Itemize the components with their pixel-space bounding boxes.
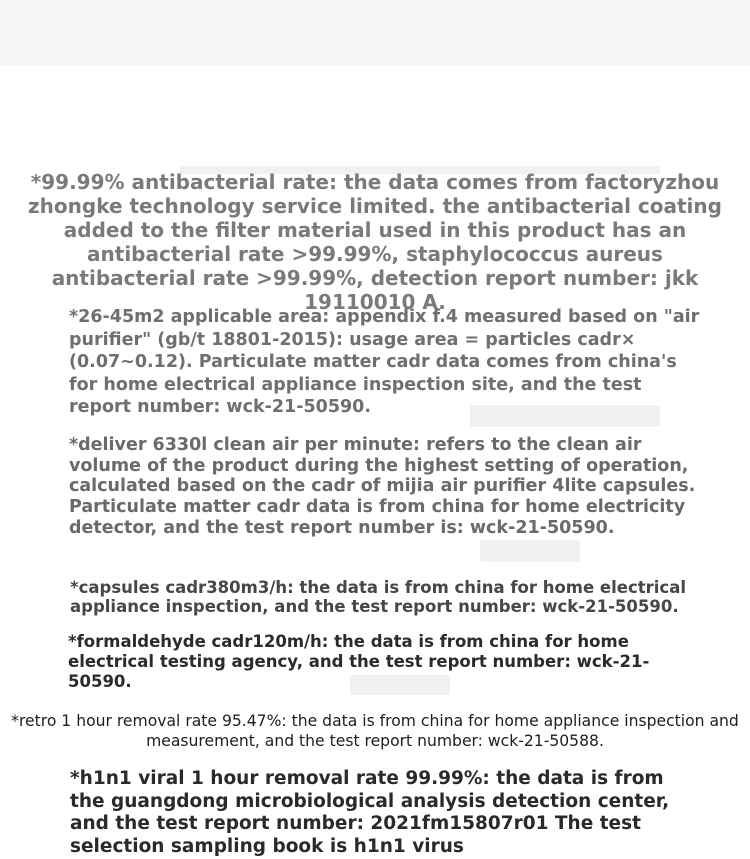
footnote-applicable-area: *26-45m2 applicable area: appendix f.4 measured based on "air purifier" (gb/t 18801-2015): usage area = particles cadr× (0.07~0.12). Particulate matter cadr data comes from china's for home electrical appliance inspection site, and the test report number: wck-21-50590.	[69, 307, 700, 417]
footnote-capsules-cadr: *capsules cadr380m3/h: the data is from china for home electrical appliance inspection, and the test report number: wck-21-50590.	[70, 578, 687, 616]
footnote-formaldehyde-cadr: *formaldehyde cadr120m/h: the data is from china for home electrical testing agency, and the test report number: wck-21-50590.	[68, 632, 650, 691]
footnote-clean-air-delivery: *deliver 6330l clean air per minute: refers to the clean air volume of the product during the highest setting of operation, calculated based on the cadr of mijia air purifier 4lite capsules. Particulate matter cadr data is from china for home electricity detector, and the test report number is: wck-21-50590.	[69, 435, 696, 538]
top-banner	[0, 0, 750, 65]
footnote-antibacterial-rate: *99.99% antibacterial rate: the data comes from factoryzhou zhongke technology service limited. the antibacterial coating added to the filter material used in this product has an antibacterial rate >99.99%, staphylococcus aureus antibacterial rate >99.99%, detection report number: jkk 19110010 A.	[28, 170, 722, 314]
footnote-h1n1-removal-rate: *h1n1 viral 1 hour removal rate 99.99%: the data is from the guangdong microbiological analysis detection center, and the test report number: 2021fm15807r01 The test selection sampling book is h1n1 virus	[70, 768, 670, 857]
ghost-text-artifact	[480, 540, 580, 562]
footnote-retro-removal-rate: *retro 1 hour removal rate 95.47%: the data is from china for home appliance inspection and measurement, and the test report number: wck-21-50588.	[11, 712, 739, 750]
